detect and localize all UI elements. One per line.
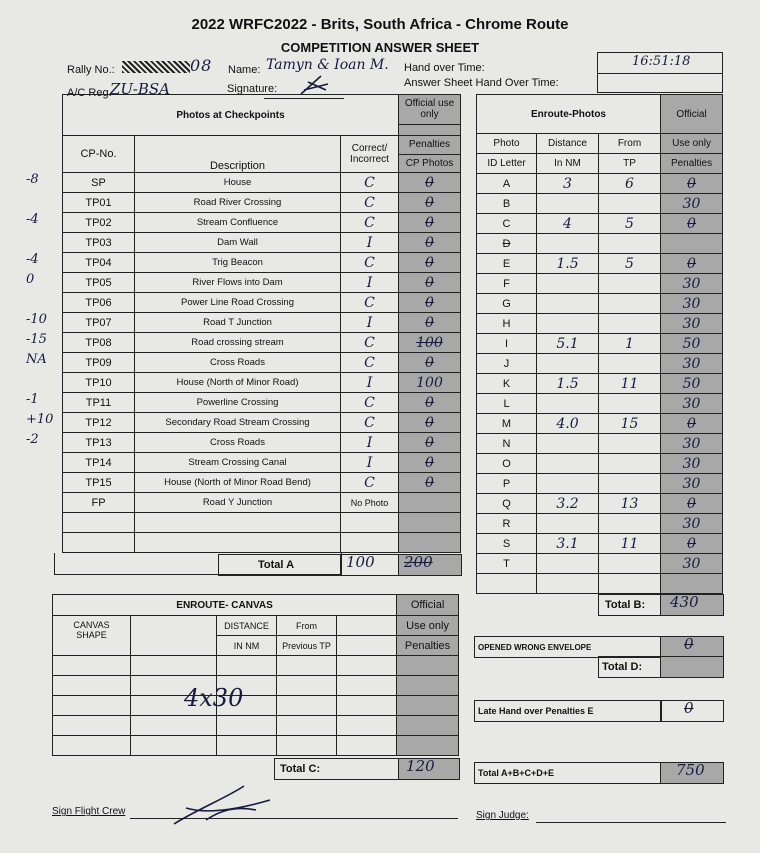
photo-distance: 3.2: [537, 494, 599, 514]
col-desc-header: Description: [135, 136, 341, 173]
photo-distance: [537, 554, 599, 574]
col-tp-header: TP: [599, 154, 661, 174]
checkpoints-body: [63, 173, 461, 513]
cp-correct-incorrect: C: [341, 213, 399, 233]
photo-penalty: 30: [661, 514, 723, 534]
cp-penalty: 0: [399, 253, 461, 273]
cp-penalty: 0: [399, 453, 461, 473]
checkpoint-row: [63, 173, 461, 193]
enroute-section-title: Enroute-Photos: [477, 95, 661, 134]
photo-id-letter: N: [477, 434, 537, 454]
handover-time-value: 16:51:18: [632, 54, 691, 69]
total-d-label: Total D:: [602, 661, 643, 673]
rally-no-text: 08: [190, 56, 213, 75]
enroute-photo-row: [477, 274, 723, 294]
photo-distance: [537, 234, 599, 254]
cp-penalty: [399, 493, 461, 513]
wrong-envelope-label: OPENED WRONG ENVELOPE: [478, 643, 592, 652]
cp-penalty: 100: [399, 333, 461, 353]
photo-distance: [537, 314, 599, 334]
photo-penalty: 30: [661, 194, 723, 214]
photo-penalty: 0: [661, 214, 723, 234]
cp-description: Stream Confluence: [135, 213, 341, 233]
photo-from-tp: [599, 234, 661, 254]
photo-penalty: 30: [661, 454, 723, 474]
photo-id-letter: I: [477, 334, 537, 354]
photo-distance: 4: [537, 214, 599, 234]
photo-distance: 4.0: [537, 414, 599, 434]
enroute-photo-row: [477, 474, 723, 494]
canvas-distance-header: DISTANCE: [217, 616, 277, 636]
answer-time-box: [597, 73, 723, 93]
cp-penalty: 0: [399, 473, 461, 493]
cp-correct-incorrect: I: [341, 453, 399, 473]
cp-margin-note: 0: [26, 272, 35, 287]
photo-from-tp: [599, 514, 661, 534]
checkpoint-row: [63, 493, 461, 513]
cp-no: FP: [63, 493, 135, 513]
cp-margin-note: -15: [26, 332, 47, 347]
cp-no: TP09: [63, 353, 135, 373]
col-photo-header: Photo: [477, 134, 537, 154]
cp-correct-incorrect: I: [341, 233, 399, 253]
cp-correct-incorrect: C: [341, 413, 399, 433]
cp-correct-incorrect: No Photo: [341, 493, 399, 513]
cp-margin-note: -8: [26, 172, 39, 187]
photo-id-letter: J: [477, 354, 537, 374]
cp-description: Stream Crossing Canal: [135, 453, 341, 473]
cp-penalty: 0: [399, 213, 461, 233]
photo-id-letter: Q: [477, 494, 537, 514]
canvas-prevtp-header: Previous TP: [277, 636, 337, 656]
photo-distance: [537, 194, 599, 214]
photo-id-letter: L: [477, 394, 537, 414]
cp-margin-note: -10: [26, 312, 47, 327]
sheet-title: 2022 WRFC2022 - Brits, South Africa - Chrome Route: [191, 16, 569, 33]
photo-id-letter: E: [477, 254, 537, 274]
checkpoint-row: [63, 253, 461, 273]
enroute-photo-row: [477, 354, 723, 374]
cp-penalty: 0: [399, 233, 461, 253]
total-b-value: 430: [670, 593, 699, 611]
cp-margin-note: NA: [26, 352, 47, 367]
ac-reg-label: A/C Reg.: [67, 87, 112, 99]
photo-penalty: 30: [661, 354, 723, 374]
col-innm-header: In NM: [537, 154, 599, 174]
checkpoint-row: [63, 193, 461, 213]
photo-distance: [537, 434, 599, 454]
enroute-photo-row: [477, 334, 723, 354]
photo-from-tp: 1: [599, 334, 661, 354]
checkpoints-section-title: Photos at Checkpoints: [63, 95, 399, 136]
enroute-photo-row: [477, 394, 723, 414]
photo-from-tp: 6: [599, 174, 661, 194]
canvas-innm-header: IN NM: [217, 636, 277, 656]
sign-crew-label: Sign Flight Crew: [52, 806, 126, 817]
official-use-header: Official use only: [399, 95, 461, 125]
photo-penalty: 30: [661, 274, 723, 294]
cp-margin-note: -4: [26, 212, 39, 227]
cp-penalty: 0: [399, 393, 461, 413]
canvas-penalties-header: Penalties: [397, 636, 459, 656]
cp-description: Cross Roads: [135, 433, 341, 453]
cp-description: House: [135, 173, 341, 193]
official-spacer: [399, 124, 461, 135]
photo-from-tp: [599, 294, 661, 314]
cp-no: TP05: [63, 273, 135, 293]
enroute-photo-row: [477, 214, 723, 234]
photo-id-letter: A: [477, 174, 537, 194]
col-distance-header: Distance: [537, 134, 599, 154]
photo-penalty: 30: [661, 314, 723, 334]
late-handover-value: 0: [684, 699, 694, 717]
enroute-photo-row: [477, 494, 723, 514]
photo-id-letter: G: [477, 294, 537, 314]
cp-correct-incorrect: C: [341, 353, 399, 373]
cp-no: TP04: [63, 253, 135, 273]
col-idletter-header: ID Letter: [477, 154, 537, 174]
cp-correct-incorrect: C: [341, 293, 399, 313]
cp-correct-incorrect: C: [341, 333, 399, 353]
enroute-photo-row: [477, 454, 723, 474]
checkpoint-row: [63, 373, 461, 393]
cp-no: TP08: [63, 333, 135, 353]
enroute-photo-row: [477, 434, 723, 454]
cp-penalty: 0: [399, 193, 461, 213]
photo-id-letter: D: [477, 234, 537, 254]
photo-penalty: 30: [661, 554, 723, 574]
cp-penalty: 100: [399, 373, 461, 393]
photo-from-tp: 5: [599, 254, 661, 274]
col-cp-photos-header: CP Photos: [399, 154, 461, 173]
photo-distance: [537, 354, 599, 374]
cp-description: Power Line Road Crossing: [135, 293, 341, 313]
checkpoint-row: [63, 393, 461, 413]
photo-penalty: 0: [661, 414, 723, 434]
cp-description: Road River Crossing: [135, 193, 341, 213]
signature-label: Signature:: [227, 83, 278, 95]
photo-penalty: 30: [661, 294, 723, 314]
rally-no-label: Rally No.:: [67, 64, 115, 76]
photo-from-tp: 11: [599, 534, 661, 554]
cp-correct-incorrect: I: [341, 373, 399, 393]
cp-correct-incorrect: C: [341, 473, 399, 493]
cp-correct-incorrect: C: [341, 173, 399, 193]
canvas-shape-header-1: CANVAS: [73, 620, 110, 630]
cp-no: TP07: [63, 313, 135, 333]
photo-distance: [537, 274, 599, 294]
enroute-photo-row: [477, 174, 723, 194]
photo-penalty: 30: [661, 394, 723, 414]
photo-from-tp: [599, 554, 661, 574]
cp-correct-incorrect: I: [341, 433, 399, 453]
total-a-official-value: 200: [404, 553, 433, 571]
photo-penalty: 0: [661, 254, 723, 274]
photo-distance: [537, 514, 599, 534]
total-a-label: Total A: [258, 559, 295, 571]
canvas-shape-header: [53, 616, 131, 656]
photo-from-tp: [599, 274, 661, 294]
col-from-header: From: [599, 134, 661, 154]
photo-from-tp: [599, 354, 661, 374]
total-a-value: 100: [346, 553, 375, 571]
cp-description: River Flows into Dam: [135, 273, 341, 293]
cp-no: TP11: [63, 393, 135, 413]
checkpoint-row: [63, 333, 461, 353]
photo-penalty: 0: [661, 534, 723, 554]
photo-distance: 5.1: [537, 334, 599, 354]
photo-id-letter: P: [477, 474, 537, 494]
checkpoint-row: [63, 273, 461, 293]
cp-description: Road Y Junction: [135, 493, 341, 513]
canvas-handwritten-note: 4x30: [184, 684, 244, 712]
photo-penalty: [661, 234, 723, 254]
canvas-table: [52, 594, 459, 756]
photo-from-tp: 5: [599, 214, 661, 234]
enroute-photo-row: [477, 234, 723, 254]
enroute-photo-row: [477, 534, 723, 554]
crew-signature-scribble: [166, 780, 276, 832]
photo-id-letter: R: [477, 514, 537, 534]
sign-judge-line: [536, 822, 726, 823]
canvas-useonly-header: Use only: [397, 616, 459, 636]
sheet-subtitle: COMPETITION ANSWER SHEET: [280, 40, 480, 55]
photo-id-letter: B: [477, 194, 537, 214]
photo-id-letter: M: [477, 414, 537, 434]
cp-no: SP: [63, 173, 135, 193]
photo-id-letter: T: [477, 554, 537, 574]
grand-total-value: 750: [676, 761, 705, 779]
canvas-section-title: ENROUTE- CANVAS: [53, 595, 397, 616]
cp-no: TP13: [63, 433, 135, 453]
cp-penalty: 0: [399, 273, 461, 293]
enroute-official-header: Official: [661, 95, 723, 134]
photo-from-tp: [599, 474, 661, 494]
photo-distance: [537, 474, 599, 494]
cp-description: Powerline Crossing: [135, 393, 341, 413]
cp-description: Trig Beacon: [135, 253, 341, 273]
cp-penalty: 0: [399, 413, 461, 433]
photo-from-tp: 13: [599, 494, 661, 514]
photo-id-letter: C: [477, 214, 537, 234]
cp-description: House (North of Minor Road Bend): [135, 473, 341, 493]
cp-margin-note: +10: [26, 412, 54, 427]
hand-over-label: Hand over Time:: [404, 62, 485, 74]
photo-penalty: 0: [661, 174, 723, 194]
photo-penalty: 0: [661, 494, 723, 514]
grand-total-label: Total A+B+C+D+E: [478, 768, 555, 778]
name-label: Name:: [228, 64, 261, 76]
photo-id-letter: F: [477, 274, 537, 294]
enroute-photo-row: [477, 194, 723, 214]
cp-no: TP10: [63, 373, 135, 393]
photo-distance: [537, 294, 599, 314]
photo-id-letter: K: [477, 374, 537, 394]
cp-margin-note: -2: [26, 432, 39, 447]
cp-penalty: 0: [399, 313, 461, 333]
photo-distance: 1.5: [537, 374, 599, 394]
enroute-photo-row: [477, 294, 723, 314]
late-handover-label: Late Hand over Penalties E: [478, 706, 594, 716]
cp-penalty: 0: [399, 173, 461, 193]
enroute-photos-table: [476, 94, 723, 594]
photo-distance: [537, 394, 599, 414]
cp-description: Secondary Road Stream Crossing: [135, 413, 341, 433]
cp-margin-note: -4: [26, 252, 39, 267]
photo-penalty: 50: [661, 334, 723, 354]
col-penalties2-header: Penalties: [661, 154, 723, 174]
photo-distance: 1.5: [537, 254, 599, 274]
total-d-value-box: [660, 656, 724, 678]
checkpoint-row: [63, 313, 461, 333]
photo-distance: 3: [537, 174, 599, 194]
canvas-official-header: Official: [397, 595, 459, 616]
col-correct-header: Correct/ Incorrect: [341, 136, 399, 173]
cp-penalty: 0: [399, 293, 461, 313]
enroute-photos-body: [477, 174, 723, 574]
canvas-shape-header-2: SHAPE: [76, 630, 107, 640]
checkpoint-row: [63, 233, 461, 253]
cp-description: Road T Junction: [135, 313, 341, 333]
photo-from-tp: 11: [599, 374, 661, 394]
cp-correct-incorrect: C: [341, 193, 399, 213]
enroute-photo-row: [477, 554, 723, 574]
rally-no-value: [122, 56, 212, 75]
cp-no: TP02: [63, 213, 135, 233]
checkpoint-row: [63, 413, 461, 433]
cp-margin-note: -1: [26, 392, 39, 407]
checkpoint-row: [63, 433, 461, 453]
cp-description: House (North of Minor Road): [135, 373, 341, 393]
photo-from-tp: [599, 434, 661, 454]
cp-no: TP15: [63, 473, 135, 493]
cp-no: TP03: [63, 233, 135, 253]
checkpoint-row: [63, 473, 461, 493]
col-useonly-header: Use only: [661, 134, 723, 154]
canvas-from-header: From: [277, 616, 337, 636]
scribble-mark: [122, 61, 190, 73]
col-penalties-header: Penalties: [399, 136, 461, 155]
cp-correct-incorrect: C: [341, 253, 399, 273]
enroute-photo-row: [477, 314, 723, 334]
photo-from-tp: [599, 194, 661, 214]
photo-from-tp: 15: [599, 414, 661, 434]
checkpoint-row: [63, 353, 461, 373]
cp-no: TP01: [63, 193, 135, 213]
checkpoints-table: [62, 94, 461, 553]
cp-description: Road crossing stream: [135, 333, 341, 353]
checkpoint-row: [63, 293, 461, 313]
cp-no: TP06: [63, 293, 135, 313]
cp-description: Dam Wall: [135, 233, 341, 253]
photo-from-tp: [599, 454, 661, 474]
photo-id-letter: O: [477, 454, 537, 474]
enroute-photo-row: [477, 374, 723, 394]
cp-penalty: 0: [399, 353, 461, 373]
cp-penalty: 0: [399, 433, 461, 453]
wrong-envelope-value: 0: [684, 635, 694, 653]
enroute-photo-row: [477, 514, 723, 534]
photo-penalty: 50: [661, 374, 723, 394]
cp-no: TP14: [63, 453, 135, 473]
enroute-photo-row: [477, 414, 723, 434]
photo-penalty: 30: [661, 474, 723, 494]
cp-no: TP12: [63, 413, 135, 433]
cp-correct-incorrect: I: [341, 313, 399, 333]
col-cp-header: CP-No.: [63, 136, 135, 173]
photo-from-tp: [599, 394, 661, 414]
photo-id-letter: S: [477, 534, 537, 554]
answer-handover-label: Answer Sheet Hand Over Time:: [404, 77, 559, 89]
photo-id-letter: H: [477, 314, 537, 334]
cp-correct-incorrect: I: [341, 273, 399, 293]
photo-distance: 3.1: [537, 534, 599, 554]
total-b-label: Total B:: [605, 599, 646, 611]
ac-reg-value: ZU-BSA: [110, 80, 170, 98]
name-value: Tamyn & Ioan M.: [266, 57, 389, 73]
checkpoint-row: [63, 213, 461, 233]
cp-correct-incorrect: C: [341, 393, 399, 413]
enroute-photo-row: [477, 254, 723, 274]
total-c-value: 120: [406, 757, 435, 775]
cp-description: Cross Roads: [135, 353, 341, 373]
photo-penalty: 30: [661, 434, 723, 454]
total-c-label: Total C:: [280, 763, 321, 775]
sign-judge-label: Sign Judge:: [476, 810, 529, 821]
photo-from-tp: [599, 314, 661, 334]
photo-distance: [537, 454, 599, 474]
checkpoint-row: [63, 453, 461, 473]
